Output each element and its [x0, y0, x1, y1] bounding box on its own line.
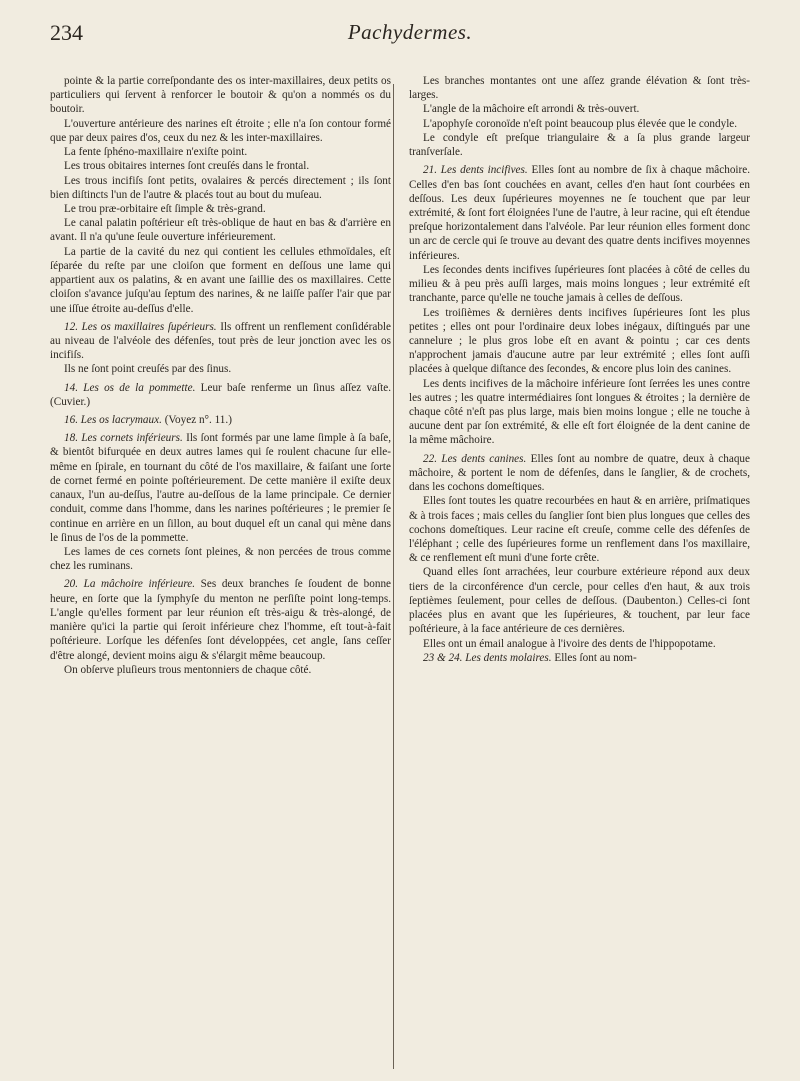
paragraph-text: Leur baſe renferme un ſinus aſſez vaſte. (Cuvier.) — [50, 381, 392, 408]
paragraph — [50, 545, 391, 573]
paragraph — [50, 413, 391, 427]
section-heading: 21. Les dents incifives. — [423, 164, 528, 177]
paragraph-text: Ses deux branches ſe ſoudent de bonne heure, en ſorte que la ſymphyſe du menton ne perſiſte point long-temps. L'angle qu'elles forment par leur réunion eſt très-aigu & très-alongé, de manière qu'ici la partie qui ſeroit inférieure chez l'homme, eſt tout-à-fait poſtérieure. Lorſque les défenſes ſont développées, cet angle, ſans ceſſer d'être alongé, devient moins aigu & s'élargit même beaucoup. — [50, 578, 392, 662]
paragraph — [409, 163, 750, 263]
paragraph — [50, 145, 391, 159]
right-column — [409, 74, 750, 1064]
paragraph — [50, 117, 391, 145]
paragraph-text: Les branches montantes ont une aſſez grande élévation & ſont très-larges. — [409, 75, 750, 102]
paragraph-text: Ils offrent un renflement conſidérable au niveau de l'alvéole des défenſes, tout près de leur jonction avec les os incifiſs. — [50, 320, 391, 362]
section-heading: 12. Les os maxillaires ſupérieurs. — [64, 320, 217, 333]
paragraph — [50, 431, 391, 545]
paragraph-text: Elles ſont au nombre de ſix à chaque mâchoire. Celles d'en bas ſont couchées en avant, celles d'en haut ſont courbées en deſſous. Les deux ſupérieures moyennes ne ſe touchent que par leur extrémité, & ſont fort éloignées l'une de l'autre, à leur racine, qui eſt étendue preſque horizontalement dans l'alvéole. Par leur réunion elles forment donc un arc de cercle qui ſe trouve au devant des quatre dents incifives moyennes inférieures. — [409, 164, 751, 262]
paragraph — [409, 651, 750, 665]
paragraph — [50, 202, 391, 216]
paragraph-text: La fente ſphéno-maxillaire n'exiſte point. — [64, 146, 248, 159]
paragraph — [50, 216, 391, 244]
paragraph — [409, 74, 750, 102]
section-heading: 23 & 24. Les dents molaires. — [423, 651, 552, 664]
paragraph — [50, 663, 391, 677]
section-heading: 22. Les dents canines. — [423, 452, 527, 465]
paragraph-text: Le canal palatin poſtérieur eſt très-oblique de haut en bas & d'arrière en avant. Il n'a qu'une ſeule ouverture inférieurement. — [50, 217, 391, 244]
paragraph-text: Ils ſont formés par une lame ſimple à ſa baſe, & bientôt bifurquée en deux autres lames qui ſe roulent chacune ſur elle-même en ſpirale, en tournant du côté de l'os maxillaire, & faiſant une ſorte de cornet fermé en pointe poſtérieurement. De cette manière il exiſte deux canaux, l'un au-deſſus, l'autre au-deſſous de la lame principale. Ce dernier conduit, comme dans l'homme, dans les narines poſtérieures ; le premier ſe continue en arrière en un ſillon, au bout duquel eſt un canal qui mène dans le ſinus de l'os de la pommette. — [50, 432, 391, 544]
page-number: 234 — [50, 20, 83, 45]
paragraph-text: Elles ſont toutes les quatre recourbées en haut & en arrière, priſmatiques & à trois faces ; mais celles du ſanglier ſont bien plus longues que celles des cochons domeſtiques. Leur racine eſt creuſe, comme celle des défenſes de l'éléphant ; celle des ſupérieures forme un renflement dans l'os maxillaire, & ce renflement eſt muni d'une forte crête. — [409, 495, 750, 565]
left-column — [50, 74, 391, 1064]
paragraph — [409, 117, 750, 131]
text-body — [50, 74, 750, 1064]
paragraph — [50, 381, 391, 409]
paragraph — [50, 245, 391, 316]
paragraph-text: Le trou præ-orbitaire eſt ſimple & très-grand. — [64, 202, 266, 215]
section-heading: 20. La mâchoire inférieure. — [64, 578, 196, 591]
paragraph — [409, 377, 750, 448]
paragraph — [409, 263, 750, 306]
paragraph — [409, 306, 750, 377]
paragraph-text: Les trous obitaires internes ſont creuſés dans le frontal. — [64, 160, 310, 173]
paragraph-text: Les troiſièmes & dernières dents incifives ſupérieures ſont les plus petites ; elles ont pour l'ordinaire deux lobes inégaux, diſtingués par une cannelure ; le plus gros lobe eſt en avant & pointu ; car ces dents n'approchent jamais d'aucune autre par leur extrémité ; elles ſont auſſi placées à quelque diſtance des ſecondes, & encore plus loin des canines. — [409, 306, 750, 376]
paragraph-text: L'ouverture antérieure des narines eſt étroite ; elle n'a ſon contour formé que par deux paires d'os, ceux du nez & les inter-maxillaires. — [50, 117, 391, 144]
paragraph — [409, 565, 750, 636]
page-header — [50, 20, 770, 60]
paragraph — [50, 577, 391, 662]
paragraph-text: Le condyle eſt preſque triangulaire & a ſa plus grande largeur tranſverſale. — [409, 131, 750, 159]
paragraph-text: Elles ſont au nombre de quatre, deux à chaque mâchoire, & portent le nom de défenſes, dans le ſanglier, & de crochets, dans les cochons domeſtiques. — [409, 452, 750, 494]
paragraph-text: (Voyez n°. 11.) — [161, 414, 232, 427]
paragraph — [50, 159, 391, 173]
paragraph — [50, 174, 391, 202]
paragraph-text: Les dents incifives de la mâchoire inférieure ſont ſerrées les unes contre les autres ; les quatre intermédiaires ſont longues & étroites ; la dernière de chaque côté n'eſt pas plus large, mais bien moins longue ; elle ne touche à aucune dent par ſon extrémité, & elle eſt fort éloignée de la dent canine de la même mâchoire. — [409, 377, 750, 447]
paragraph-text: On obſerve pluſieurs trous mentonniers de chaque côté. — [64, 663, 312, 676]
paragraph-text: Ils ne ſont point creuſés par des ſinus. — [64, 363, 232, 376]
section-heading: 14. Les os de la pommette. — [64, 381, 196, 394]
paragraph — [409, 102, 750, 116]
section-heading: 18. Les cornets inférieurs. — [64, 432, 183, 445]
paragraph-text: Les trous incifiſs ſont petits, ovalaires & percés directement ; ils ſont bien diſtincts l'un de l'autre & placés tout au bout du muſeau. — [50, 174, 391, 201]
paragraph-text: Quand elles ſont arrachées, leur courbure extérieure répond aux deux tiers de la circonférence d'un cercle, pour celles d'en haut, & aux trois ſeptièmes ſeulement, pour celles de deſſous. (Daubenton.) Celles-ci ſont placées plus en avant que les ſupérieures, & touchent, par leur face poſtérieure, à la face antérieure de ces dernières. — [409, 566, 750, 636]
paragraph — [409, 494, 750, 565]
paragraph-text: Les lames de ces cornets ſont pleines, & non percées de trous comme chez les ruminans. — [50, 546, 391, 573]
paragraph — [50, 320, 391, 363]
paragraph — [409, 452, 750, 495]
paragraph-text: Les ſecondes dents incifives ſupérieures ſont placées à côté de celles du milieu & à peu près auſſi larges, mais moins longues ; leur extrémité eſt tranchante, parce qu'elle ne touche jamais à celles de deſſous. — [409, 263, 750, 305]
paragraph-text: L'apophyſe coronoïde n'eſt point beaucoup plus élevée que le condyle. — [423, 117, 738, 130]
paragraph-text: Elles ſont au nom- — [551, 651, 637, 664]
paragraph — [50, 362, 391, 376]
paragraph — [50, 74, 391, 117]
section-heading: 16. Les os lacrymaux. — [64, 414, 162, 427]
running-title: Pachydermes. — [347, 20, 473, 44]
paragraph-text: pointe & la partie correſpondante des os inter-maxillaires, deux petits os particuliers qui ſervent à renforcer le boutoir & qu'on a nommés os du boutoir. — [50, 75, 391, 116]
paragraph-text: L'angle de la mâchoire eſt arrondi & très-ouvert. — [423, 103, 640, 116]
paragraph-text: Elles ont un émail analogue à l'ivoire des dents de l'hippopotame. — [423, 637, 716, 650]
paragraph — [409, 131, 750, 159]
paragraph — [409, 637, 750, 651]
paragraph-text: La partie de la cavité du nez qui contient les cellules ethmoïdales, eſt ſéparée du reſte par une cloiſon que forment en deſſous une lame qui appartient aux os palatins, & en avant une ſaillie des os maxillaires. Cette cloiſon s'avance juſqu'au ſeptum des narines, & ne laiſſe paſſer l'air que par une iſſue étroite au-deſſus d'elle. — [50, 245, 391, 315]
